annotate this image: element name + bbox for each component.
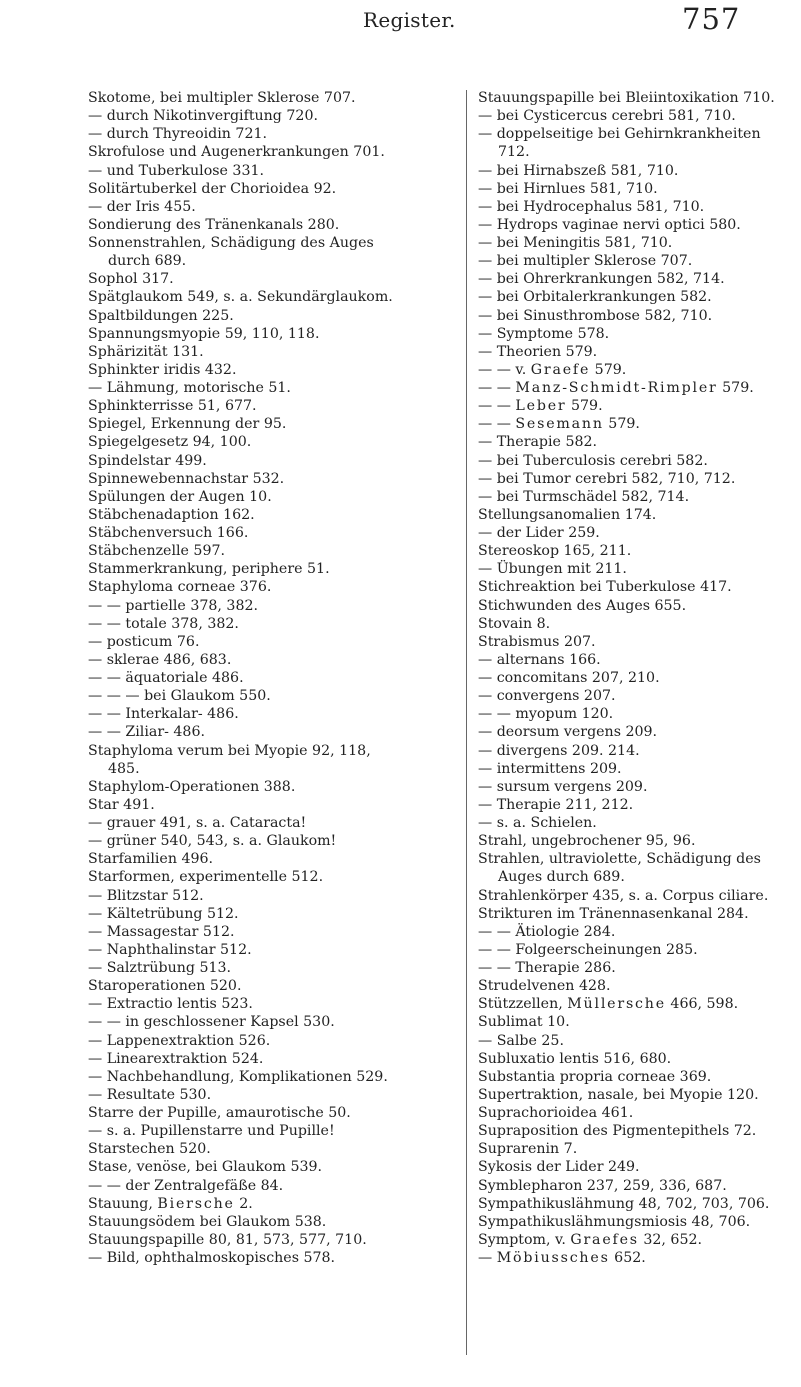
- index-entry-text: Solitärtuberkel der Chorioidea 92.: [88, 180, 337, 197]
- index-entry-text: — doppelseitige bei Gehirnkrankheiten: [478, 126, 761, 143]
- index-entry: [88, 995, 453, 1013]
- index-entry-text: — — — bei Glaukom 550.: [88, 688, 271, 705]
- index-entry: [478, 560, 783, 578]
- index-entry-text: Stichwunden des Auges 655.: [478, 597, 687, 614]
- index-entry: [88, 125, 453, 143]
- index-entry-text: — Salztrübung 513.: [88, 960, 232, 976]
- index-entry-text: Sykosis der Lider 249.: [478, 1159, 640, 1176]
- index-entry: [478, 1104, 783, 1122]
- index-entry-text: — concomitans 207, 210.: [478, 670, 660, 686]
- index-entry-name: Müllersche: [567, 996, 666, 1013]
- index-entry: [88, 506, 453, 524]
- index-entry-pages: 579.: [566, 398, 603, 415]
- index-entry-text: Spinnewebennachstar 532.: [88, 470, 285, 487]
- index-entry: [478, 125, 783, 143]
- index-entry-text: — s. a. Pupillenstarre und Pupille!: [88, 1123, 335, 1140]
- index-entry-text: — — Ätiologie 284.: [478, 923, 616, 940]
- index-entry: [478, 669, 783, 687]
- index-entry: [478, 1158, 783, 1176]
- index-entry: [478, 343, 783, 361]
- index-entry: [88, 615, 453, 633]
- index-entry: [478, 597, 783, 615]
- index-entry-text: — Therapie 582.: [478, 434, 598, 451]
- index-entry-text: Auges durch 689.: [498, 869, 625, 886]
- index-entry-text: — — partielle 378, 382.: [88, 597, 259, 614]
- index-entry-name: Sesemann: [515, 416, 604, 433]
- index-entry: [478, 433, 783, 451]
- index-entry-text: Stäbchenversuch 166.: [88, 525, 249, 541]
- index-entry: [478, 959, 783, 977]
- index-entry-text: — bei Tuberculosis cerebri 582.: [478, 452, 708, 469]
- index-entry-text: Spätglaukom 549, s. a. Sekundärglaukom.: [88, 289, 393, 306]
- index-entry: [88, 1122, 453, 1140]
- index-entry-text: — convergens 207.: [478, 688, 616, 705]
- index-entry-text: — Nachbehandlung, Komplikationen 529.: [88, 1068, 388, 1085]
- index-entry: [478, 361, 783, 379]
- index-entry: [478, 633, 783, 651]
- index-entry: [88, 1068, 453, 1086]
- index-entry-text: Stäbchenadaption 162.: [88, 506, 255, 523]
- index-entry: [88, 379, 453, 397]
- index-entry-text: Suprarenin 7.: [478, 1141, 578, 1158]
- index-entry: [88, 343, 453, 361]
- index-entry: [88, 868, 453, 886]
- index-entry: [88, 977, 453, 995]
- index-entry: [478, 542, 783, 560]
- index-entry-text: —: [478, 1250, 497, 1266]
- index-entry: [478, 234, 783, 252]
- index-entry-text: Stichreaktion bei Tuberkulose 417.: [478, 579, 732, 596]
- index-entry: [478, 887, 783, 905]
- index-entry-text: Sublimat 10.: [478, 1014, 570, 1031]
- index-entry-pages: 579.: [717, 380, 754, 396]
- index-entry-text: — bei multipler Sklerose 707.: [478, 253, 693, 270]
- index-entry-text: — alternans 166.: [478, 651, 601, 668]
- index-entry: [88, 1195, 453, 1213]
- index-entry: [478, 687, 783, 705]
- index-entry: [478, 270, 783, 288]
- index-entry-text: Sphinkterrisse 51, 677.: [88, 398, 257, 415]
- index-entry: [478, 923, 783, 941]
- index-entry: [478, 1177, 783, 1195]
- index-entry-text: — Theorien 579.: [478, 343, 598, 360]
- index-entry-text: — s. a. Schielen.: [478, 815, 597, 831]
- index-entry-text: — bei Tumor cerebri 582, 710, 712.: [478, 470, 736, 487]
- index-entry: [88, 887, 453, 905]
- index-entry: [478, 868, 783, 886]
- index-entry-text: Spannungsmyopie 59, 110, 118.: [88, 325, 320, 342]
- index-entry-text: Spülungen der Augen 10.: [88, 488, 272, 505]
- index-entry: [478, 1249, 783, 1267]
- index-entry-text: Staphyloma corneae 376.: [88, 579, 272, 596]
- index-entry-text: Stovain 8.: [478, 615, 551, 632]
- index-entry-text: Substantia propria corneae 369.: [478, 1068, 712, 1085]
- index-entry: [88, 107, 453, 125]
- index-entry-text: — grüner 540, 543, s. a. Glaukom!: [88, 833, 337, 850]
- index-entry: [478, 778, 783, 796]
- index-entry: [478, 1086, 783, 1104]
- index-entry: [478, 288, 783, 306]
- index-entry: [478, 832, 783, 850]
- index-entry-pages: 32, 652.: [638, 1231, 703, 1248]
- index-entry: [88, 361, 453, 379]
- index-entry-text: — der Lider 259.: [478, 525, 600, 541]
- index-entry-text: Strahlen, ultraviolette, Schädigung des: [478, 851, 761, 868]
- index-entry: [88, 1177, 453, 1195]
- index-entry-text: — bei Sinusthrombose 582, 710.: [478, 307, 713, 324]
- index-entry-text: Strahl, ungebrochener 95, 96.: [478, 833, 696, 850]
- index-entry: [478, 723, 783, 741]
- index-entry-text: — Extractio lentis 523.: [88, 996, 253, 1013]
- index-entry-text: Stellungsanomalien 174.: [478, 506, 657, 523]
- index-entry: [88, 89, 453, 107]
- index-entry: [88, 1213, 453, 1231]
- page-header: [0, 0, 801, 72]
- index-entry-text: Subluxatio lentis 516, 680.: [478, 1050, 672, 1067]
- index-entry-text: Starfamilien 496.: [88, 851, 214, 868]
- index-entry: [88, 252, 453, 270]
- index-entry-pages: 579.: [590, 361, 627, 378]
- index-entry-pages: 579.: [603, 416, 640, 433]
- index-entry-text: — Linearextraktion 524.: [88, 1050, 264, 1067]
- index-entry: [478, 89, 783, 107]
- index-entry-text: Starre der Pupille, amaurotische 50.: [88, 1105, 351, 1121]
- index-entry-text: Sympathikuslähmung 48, 702, 703, 706.: [478, 1195, 770, 1212]
- index-entry: [88, 307, 453, 325]
- index-entry: [88, 1086, 453, 1104]
- index-entry: [88, 578, 453, 596]
- index-entry-text: Stauungsödem bei Glaukom 538.: [88, 1213, 327, 1230]
- index-entry-text: Supraposition des Pigmentepithels 72.: [478, 1123, 757, 1140]
- index-entry: [478, 307, 783, 325]
- index-entry: [88, 234, 453, 252]
- index-entry: [478, 180, 783, 198]
- index-entry: [88, 397, 453, 415]
- index-entry-text: Strabismus 207.: [478, 633, 596, 650]
- index-entry-text: — Salbe 25.: [478, 1032, 564, 1049]
- index-entry: [478, 615, 783, 633]
- index-entry: [478, 977, 783, 995]
- index-entry: [88, 1158, 453, 1176]
- index-entry-text: Starstechen 520.: [88, 1141, 211, 1158]
- index-entry-text: Starformen, experimentelle 512.: [88, 869, 324, 886]
- index-entry: [88, 270, 453, 288]
- index-entry-text: Strudelvenen 428.: [478, 978, 611, 995]
- index-entry: [478, 578, 783, 596]
- column-divider: [466, 90, 467, 1355]
- index-entry-text: 712.: [498, 144, 530, 161]
- index-entry-text: — Blitzstar 512.: [88, 887, 204, 904]
- index-entry-name: Leber: [515, 398, 567, 415]
- index-entry: [88, 905, 453, 923]
- index-entry-name: Möbiussches: [496, 1250, 610, 1266]
- index-entry-pages: 2.: [234, 1195, 253, 1212]
- index-entry-text: — Übungen mit 211.: [478, 561, 627, 578]
- index-entry-text: Strikturen im Tränennasenkanal 284.: [478, 905, 749, 922]
- index-entry: [88, 198, 453, 216]
- index-entry-text: — — äquatoriale 486.: [88, 670, 244, 686]
- index-entry: [88, 162, 453, 180]
- index-entry: [478, 415, 783, 433]
- index-entry: [478, 1122, 783, 1140]
- index-entry: [88, 778, 453, 796]
- index-entry: [88, 1050, 453, 1068]
- index-entry: [478, 325, 783, 343]
- index-entry-text: Symptom, v.: [478, 1231, 571, 1248]
- index-entry: [88, 597, 453, 615]
- index-entry: [88, 1249, 453, 1267]
- index-entry: [478, 107, 783, 125]
- index-entry: [88, 633, 453, 651]
- index-entry-text: Stauungspapille bei Bleiintoxikation 710.: [478, 90, 775, 106]
- index-entry-text: — durch Thyreoidin 721.: [88, 126, 268, 143]
- index-entry-text: Sophol 317.: [88, 271, 174, 288]
- index-entry-text: — der Iris 455.: [88, 198, 196, 215]
- index-entry-text: — bei Hirnabszeß 581, 710.: [478, 162, 679, 179]
- index-entry: [88, 433, 453, 451]
- index-entry-text: — — in geschlossener Kapsel 530.: [88, 1014, 335, 1031]
- index-entry-text: — Massagestar 512.: [88, 923, 235, 940]
- index-entry: [478, 506, 783, 524]
- index-entry-text: Staroperationen 520.: [88, 978, 242, 995]
- index-entry-text: — Kältetrübung 512.: [88, 905, 239, 922]
- index-entry-text: — sklerae 486, 683.: [88, 651, 232, 668]
- index-entry-text: — Resultate 530.: [88, 1086, 212, 1103]
- index-entry: [88, 1032, 453, 1050]
- index-entry: [478, 651, 783, 669]
- index-entry: [478, 1068, 783, 1086]
- index-entry-text: Spiegel, Erkennung der 95.: [88, 416, 287, 433]
- index-entry: [478, 488, 783, 506]
- index-entry-text: Stauung,: [88, 1195, 158, 1212]
- index-entry-text: — Lappenextraktion 526.: [88, 1032, 271, 1049]
- index-entry-text: — und Tuberkulose 331.: [88, 162, 265, 179]
- index-entry: [88, 1013, 453, 1031]
- index-entry: [88, 452, 453, 470]
- index-entry: [88, 796, 453, 814]
- index-entry-text: — Lähmung, motorische 51.: [88, 380, 291, 396]
- index-entry: [478, 1213, 783, 1231]
- index-entry-text: — — myopum 120.: [478, 706, 614, 723]
- index-entry-text: Stase, venöse, bei Glaukom 539.: [88, 1159, 323, 1176]
- index-entry: [88, 832, 453, 850]
- index-entry-text: Sympathikuslähmungsmiosis 48, 706.: [478, 1213, 751, 1230]
- index-entry: [88, 687, 453, 705]
- index-entry: [478, 850, 783, 868]
- index-entry: [88, 524, 453, 542]
- index-entry-text: durch 689.: [108, 253, 187, 270]
- index-entry-text: Spiegelgesetz 94, 100.: [88, 434, 252, 451]
- index-entry-text: Sondierung des Tränenkanals 280.: [88, 216, 340, 233]
- index-entry: [478, 814, 783, 832]
- index-entry-text: — — Ziliar- 486.: [88, 724, 205, 741]
- index-entry: [478, 1231, 783, 1249]
- index-entry: [88, 1140, 453, 1158]
- index-entry: [88, 180, 453, 198]
- index-entry: [478, 1140, 783, 1158]
- index-entry-text: — grauer 491, s. a. Cataracta!: [88, 815, 307, 831]
- index-entry: [88, 669, 453, 687]
- index-entry: [88, 1231, 453, 1249]
- index-entry: [88, 325, 453, 343]
- index-entry-name: Graefe: [530, 361, 591, 378]
- index-entry-text: Stützzellen,: [478, 996, 568, 1013]
- index-entry-text: — bei Hydrocephalus 581, 710.: [478, 198, 705, 215]
- index-entry-text: — — totale 378, 382.: [88, 615, 239, 632]
- index-entry: [88, 959, 453, 977]
- index-entry: [478, 995, 783, 1013]
- index-entry: [88, 143, 453, 161]
- index-entry: [88, 850, 453, 868]
- index-entry-pages: 652.: [609, 1250, 646, 1266]
- index-entry-text: — durch Nikotinvergiftung 720.: [88, 108, 318, 125]
- index-entry: [88, 941, 453, 959]
- index-entry: [88, 288, 453, 306]
- index-entry: [88, 216, 453, 234]
- index-entry: [478, 705, 783, 723]
- index-entry-text: Staphyloma verum bei Myopie 92, 118,: [88, 742, 371, 759]
- index-entry-text: — —: [478, 416, 516, 433]
- index-entry-text: Sphärizität 131.: [88, 343, 204, 360]
- index-entry-text: Sphinkter iridis 432.: [88, 361, 237, 378]
- index-entry: [88, 560, 453, 578]
- index-entry-text: — bei Turmschädel 582, 714.: [478, 488, 690, 505]
- index-entry-text: Staphylom-Operationen 388.: [88, 778, 296, 795]
- running-title: Register.: [363, 8, 456, 32]
- index-entry: [88, 542, 453, 560]
- index-entry: [478, 379, 783, 397]
- index-entry-text: Strahlenkörper 435, s. a. Corpus ciliare.: [478, 887, 769, 904]
- index-entry: [478, 941, 783, 959]
- index-entry-text: — bei Ohrerkrankungen 582, 714.: [478, 271, 725, 288]
- index-entry-text: — Hydrops vaginae nervi optici 580.: [478, 216, 741, 233]
- index-entry: [478, 742, 783, 760]
- index-entry: [88, 470, 453, 488]
- index-entry: [478, 470, 783, 488]
- index-entry-text: Spaltbildungen 225.: [88, 307, 234, 324]
- index-entry-text: — — Folgeerscheinungen 285.: [478, 941, 698, 958]
- index-entry-text: — — der Zentralgefäße 84.: [88, 1177, 284, 1194]
- index-entry: [478, 1195, 783, 1213]
- index-entry: [88, 723, 453, 741]
- index-entry: [88, 415, 453, 433]
- index-entry-text: — Symptome 578.: [478, 325, 610, 342]
- index-entry: [88, 488, 453, 506]
- index-entry-text: Suprachorioidea 461.: [478, 1105, 634, 1121]
- index-entry-text: — bei Orbitalerkrankungen 582.: [478, 289, 712, 306]
- index-entry-text: Sonnenstrahlen, Schädigung des Auges: [88, 235, 374, 251]
- index-entry: [478, 198, 783, 216]
- index-entry-text: Skotome, bei multipler Sklerose 707.: [88, 90, 356, 106]
- index-entry: [478, 397, 783, 415]
- index-entry-text: — deorsum vergens 209.: [478, 724, 658, 741]
- index-entry-text: — Naphthalinstar 512.: [88, 941, 252, 958]
- index-entry-text: — bei Cysticercus cerebri 581, 710.: [478, 108, 736, 125]
- index-entry: [478, 524, 783, 542]
- index-entry: [88, 1104, 453, 1122]
- page-number: 757: [682, 2, 741, 36]
- index-entry-text: — — Interkalar- 486.: [88, 706, 239, 723]
- index-entry-text: Stauungspapille 80, 81, 573, 577, 710.: [88, 1231, 367, 1248]
- index-entry-text: — Therapie 211, 212.: [478, 796, 634, 813]
- index-entry-name: Manz-Schmidt-Rimpler: [515, 380, 718, 396]
- index-entry-text: — sursum vergens 209.: [478, 778, 648, 795]
- index-entry: [88, 651, 453, 669]
- index-entry: [478, 162, 783, 180]
- index-entry: [478, 1013, 783, 1031]
- index-entry: [88, 760, 453, 778]
- index-entry: [478, 1032, 783, 1050]
- index-entry: [478, 143, 783, 161]
- index-entry-name: Graefes: [570, 1231, 639, 1248]
- index-entry-text: — —: [478, 380, 516, 396]
- index-entry-text: — bei Meningitis 581, 710.: [478, 235, 673, 251]
- index-entry-text: — Bild, ophthalmoskopisches 578.: [88, 1250, 336, 1266]
- index-entry: [478, 216, 783, 234]
- index-entry-text: 485.: [108, 760, 140, 777]
- index-entry: [478, 452, 783, 470]
- index-entry: [88, 923, 453, 941]
- index-entry-text: Stammerkrankung, periphere 51.: [88, 561, 330, 578]
- index-entry: [478, 252, 783, 270]
- index-entry-text: — — Therapie 286.: [478, 960, 616, 976]
- index-entry-text: — intermittens 209.: [478, 760, 622, 777]
- index-entry-text: — divergens 209. 214.: [478, 742, 640, 759]
- index-entry-name: Biersche: [157, 1195, 235, 1212]
- index-entry-text: Stereoskop 165, 211.: [478, 543, 632, 560]
- index-entry: [478, 905, 783, 923]
- index-entry-text: — —: [478, 398, 516, 415]
- index-column-left: [88, 89, 453, 1267]
- index-entry: [478, 760, 783, 778]
- index-entry-text: Supertraktion, nasale, bei Myopie 120.: [478, 1086, 759, 1103]
- index-entry-text: — posticum 76.: [88, 633, 200, 650]
- index-entry: [478, 796, 783, 814]
- index-entry-text: Stäbchenzelle 597.: [88, 543, 226, 560]
- index-entry-pages: 466, 598.: [665, 996, 739, 1013]
- index-entry-text: Skrofulose und Augenerkrankungen 701.: [88, 144, 385, 161]
- index-entry: [478, 1050, 783, 1068]
- index-entry-text: Spindelstar 499.: [88, 452, 207, 469]
- index-entry-text: — — v.: [478, 361, 531, 378]
- index-entry-text: Star 491.: [88, 796, 155, 813]
- index-entry-text: — bei Hirnlues 581, 710.: [478, 180, 658, 197]
- index-column-right: [478, 89, 783, 1267]
- index-entry: [88, 705, 453, 723]
- index-entry: [88, 814, 453, 832]
- index-entry: [88, 742, 453, 760]
- index-entry-text: Symblepharon 237, 259, 336, 687.: [478, 1177, 727, 1194]
